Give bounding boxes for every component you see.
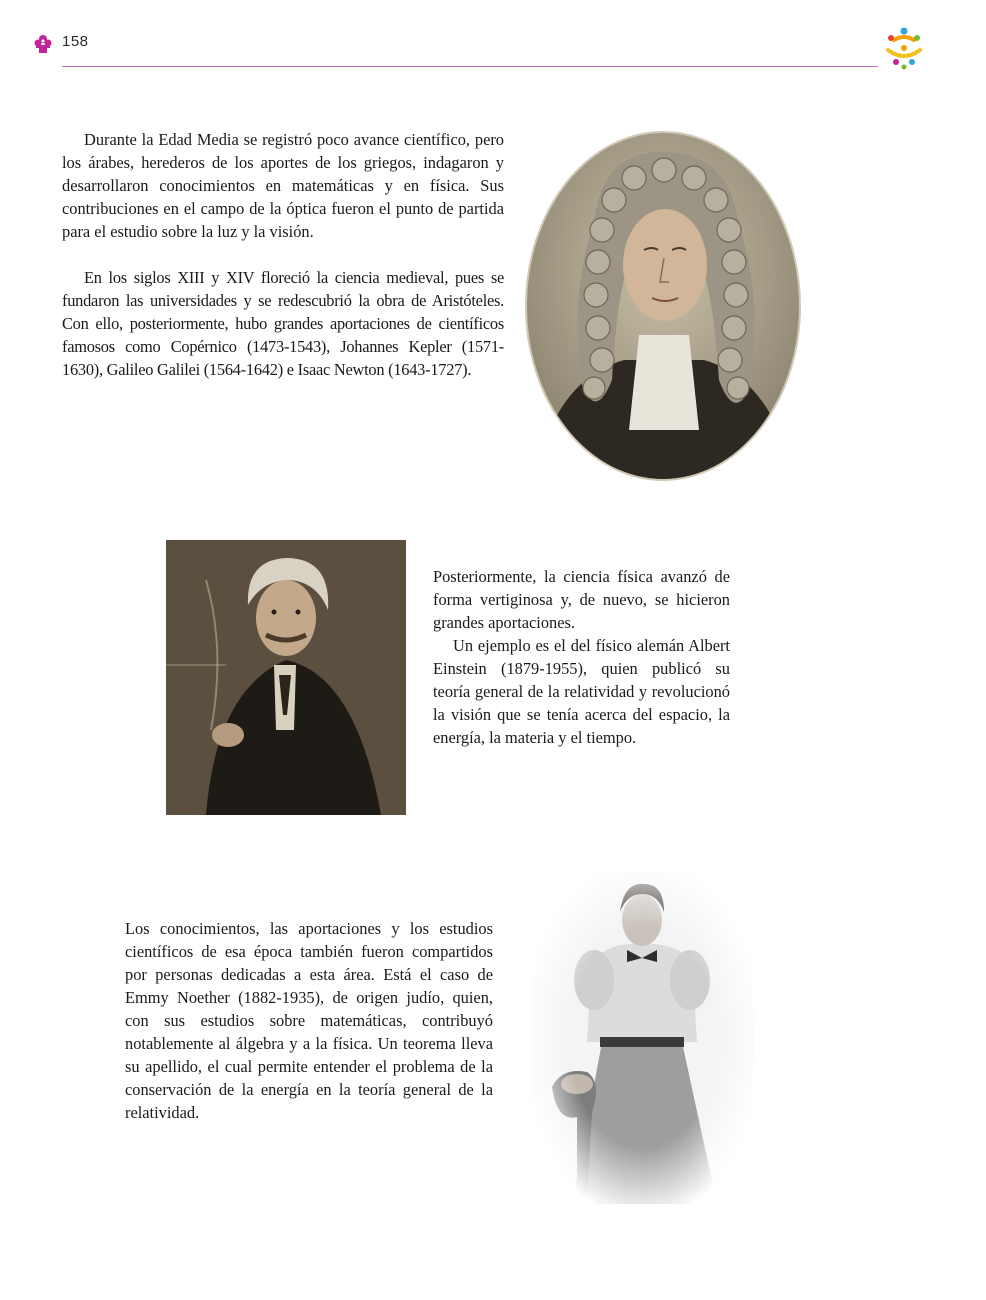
page-number: 158: [62, 33, 89, 50]
paragraph-noether: Los conocimientos, las aportaciones y los estudios científicos de esa época también fueron compartidos por personas dedicadas a esta área. Está el caso de Emmy Noether (1882-1935), de origen judío, quien, con sus estudios sobre matemáticas, contribuyó notablemente al álgebra y a la física. Un teorema lleva su apellido, el cual permite entender el problema de la conservación de la energía en la teoría general de la relatividad.: [125, 919, 493, 1122]
header-divider: [62, 66, 878, 67]
newton-portrait: [524, 130, 802, 482]
paragraph-later-physics: Posteriormente, la ciencia física avanzó de forma vertiginosa y, de nuevo, se hicieron grandes aportaciones.: [433, 567, 730, 632]
colorful-figures-logo-icon: [880, 24, 928, 72]
page-header: [0, 0, 986, 80]
paragraph-medieval-science: En los siglos XIII y XIV floreció la ciencia medieval, pues se fundaron las universidades y se redescubrió la obra de Aristóteles. Con ello, posteriormente, hubo grandes aportaciones de científicos famosos como Copérnico (1473-1543), Johannes Kepler (1571-1630), Galileo Galilei (1564-1642) e Isaac Newton (1643-1727).: [62, 268, 504, 379]
paragraph-middle-ages: Durante la Edad Media se registró poco avance científico, pero los árabes, herederos de los aportes de los griegos, indagaron y desarrollaron conocimientos en matemáticas y en física. Sus contribuciones en el campo de la óptica fueron el punto de partida para el estudio sobre la luz y la visión.: [62, 130, 504, 241]
einstein-photo: [166, 540, 406, 815]
paragraph-einstein: Un ejemplo es el del físico alemán Albert Einstein (1879-1955), quien publicó su teoría general de la relatividad y revolucionó la visión que se tenía acerca del espacio, la energía, la materia y el tiempo.: [433, 636, 730, 747]
noether-photo: [532, 872, 754, 1204]
flower-icon: [33, 33, 53, 55]
